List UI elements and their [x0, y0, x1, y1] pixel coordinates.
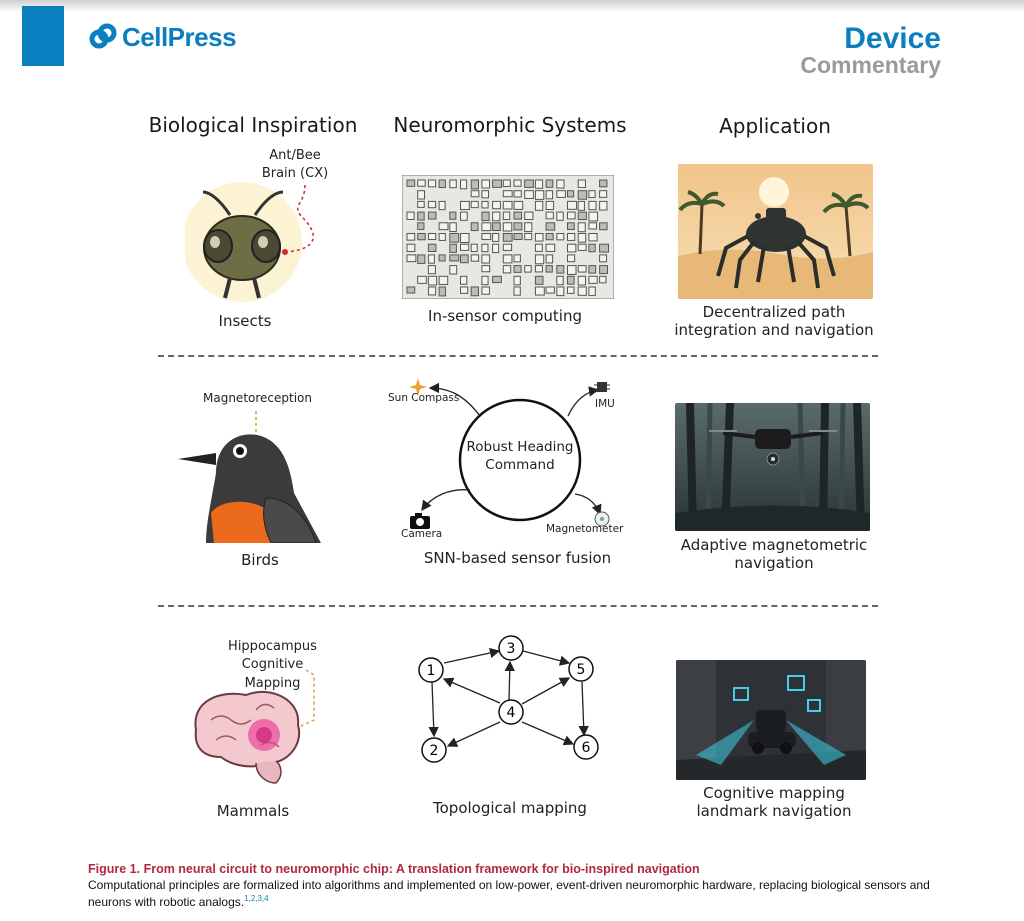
chip-cell — [514, 223, 522, 230]
chip-cell — [418, 234, 425, 240]
chip-cell — [503, 180, 510, 186]
chip-cell — [514, 266, 521, 273]
chip-cell — [589, 234, 597, 241]
chip-cell — [407, 255, 416, 262]
article-type: Commentary — [800, 52, 941, 78]
chip-cell — [535, 244, 542, 251]
chip-cell — [439, 276, 448, 284]
chip-cell — [535, 234, 543, 242]
chip-cell — [461, 201, 470, 209]
chip-cell — [471, 180, 478, 189]
chip-cell — [461, 212, 468, 220]
chip-cell — [428, 255, 434, 263]
chip-cell — [600, 255, 607, 262]
chip-cell — [503, 255, 512, 263]
chip-cell — [418, 255, 425, 264]
path-integration-label-line2: integration and navigation — [674, 321, 874, 339]
desert-robot-scene — [678, 164, 873, 299]
ant-brain-annotation-line1: Ant/Bee — [269, 148, 321, 163]
chip-cell — [568, 255, 575, 262]
chip-cell — [503, 212, 509, 219]
chip-cell — [493, 180, 502, 187]
chip-cell — [482, 255, 490, 263]
chip-cell — [578, 287, 586, 295]
chip-cell — [589, 191, 595, 198]
chip-cell — [503, 201, 512, 209]
figure-caption-text: Computational principles are formalized into algorithms and implemented on low-power, event-driven neuromorphic hardware, replacing biological sensors and neurons with robotic analogs. — [88, 878, 930, 909]
chip-cell — [546, 212, 553, 219]
heading-command-line1: Robust Heading — [466, 439, 574, 455]
chip-cell — [568, 244, 576, 252]
camera-icon — [410, 513, 430, 529]
chip-cell — [535, 180, 542, 188]
magnetometric-label-line2: navigation — [734, 554, 814, 572]
mammals-label: Mammals — [216, 802, 290, 820]
forest-drone-scene — [675, 403, 870, 531]
path-integration-label-line1: Decentralized path — [702, 303, 846, 321]
chip-cell — [546, 234, 553, 240]
cognitive-mapping-label-line2: landmark navigation — [696, 802, 852, 820]
chip-cell — [535, 287, 544, 295]
chip-cell — [578, 191, 586, 200]
chip-cell — [471, 201, 478, 207]
cellpress-logo[interactable] — [88, 20, 236, 54]
chip-cell — [568, 276, 575, 284]
chip-cell — [578, 180, 585, 187]
chip-cell — [578, 201, 584, 210]
brand-name: CellPress — [122, 21, 237, 52]
chip-cell — [461, 287, 468, 293]
graph-node-1 — [419, 658, 443, 682]
chip-cell — [503, 223, 511, 231]
chip-cell — [471, 191, 479, 197]
chip-cell — [482, 287, 490, 294]
graph-node-1-label: 1 — [426, 663, 436, 679]
chip-cell — [600, 191, 607, 198]
chip-cell — [589, 276, 597, 283]
chip-cell — [535, 255, 543, 264]
chip-cell — [568, 212, 576, 219]
graph-node-3 — [499, 636, 523, 660]
chip-cell — [439, 234, 445, 241]
chip-cell — [461, 244, 469, 250]
graph-node-2-label: 2 — [429, 743, 439, 759]
chip-cell — [471, 244, 477, 251]
chip-cell — [471, 287, 478, 296]
chip-cell — [428, 201, 435, 207]
chip-cell — [514, 255, 520, 262]
chip-cell — [568, 201, 577, 209]
chip-cell — [578, 234, 586, 243]
chip-cell — [450, 244, 457, 252]
in-sensor-computing-label: In-sensor computing — [428, 307, 582, 325]
top-fade — [0, 0, 1024, 12]
in-sensor-chip-illustration — [402, 175, 614, 299]
graph-node-6 — [574, 735, 598, 759]
chip-cell — [578, 223, 585, 232]
chip-cell — [600, 244, 609, 252]
chip-cell — [525, 266, 531, 273]
chip-cell — [514, 201, 523, 209]
chip-cell — [546, 223, 555, 230]
chip-cell — [471, 255, 478, 261]
chip-cell — [503, 234, 512, 242]
birds-label: Birds — [241, 551, 279, 569]
journal-color-bar — [22, 6, 64, 66]
chip-cell — [428, 212, 436, 219]
chip-cell — [407, 212, 414, 219]
chip-cell — [482, 180, 490, 188]
hippocampus-annotation-line1: Hippocampus — [228, 639, 317, 654]
ant-brain-annotation-line2: Brain (CX) — [261, 166, 329, 181]
chip-cell — [578, 212, 586, 219]
chip-cell — [514, 287, 520, 295]
chip-cell — [493, 223, 501, 231]
chip-cell — [407, 234, 415, 241]
chip-cell — [450, 223, 456, 232]
chip-cell — [525, 191, 534, 199]
chip-cell — [407, 180, 415, 186]
chip-cell — [525, 212, 533, 219]
chip-cell — [450, 266, 457, 274]
chip-cell — [461, 276, 467, 284]
hippocampus-annotation-line3: Mapping — [244, 676, 301, 691]
chip-cell — [589, 212, 598, 221]
brain-illustration — [186, 665, 321, 790]
chip-cell — [557, 180, 564, 188]
chip-cell — [568, 191, 574, 197]
chip-cell — [546, 191, 552, 199]
chip-cell — [557, 191, 566, 198]
chip-cell — [514, 276, 520, 285]
chip-cell — [418, 191, 425, 199]
chip-cell — [428, 180, 435, 187]
graph-node-6-label: 6 — [581, 740, 591, 756]
row-divider-2 — [158, 605, 878, 607]
chip-cell — [535, 276, 543, 284]
chip-cell — [450, 180, 456, 188]
topological-graph — [405, 630, 610, 772]
chip-cell — [482, 201, 488, 208]
chip-cell — [450, 234, 459, 243]
cognitive-mapping-robot-scene — [676, 660, 866, 780]
chip-cell — [428, 276, 436, 285]
row-divider-1 — [158, 355, 878, 357]
chip-cell — [482, 212, 489, 220]
chip-cell — [428, 266, 435, 274]
chip-cell — [493, 234, 499, 242]
chip-cell — [439, 255, 445, 261]
chip-cell — [514, 234, 522, 240]
chip-cell — [589, 266, 596, 273]
column-heading-neuromorphic: Neuromorphic Systems — [393, 113, 627, 137]
imu-label: IMU — [595, 398, 615, 410]
cognitive-mapping-label-line1: Cognitive mapping — [703, 784, 845, 802]
camera-label: Camera — [401, 528, 443, 540]
figure-caption-body — [88, 878, 968, 909]
hippocampus-annotation-line2: Cognitive — [241, 657, 304, 672]
chip-cell — [493, 201, 501, 208]
chip-cell — [418, 276, 427, 283]
chip-cell — [600, 201, 607, 210]
chip-cell — [514, 191, 521, 197]
graph-node-5 — [569, 657, 593, 681]
chip-cell — [493, 212, 500, 221]
chip-cell — [439, 287, 445, 296]
chip-cell — [428, 244, 435, 251]
chip-cell — [557, 266, 564, 274]
magnetoreception-annotation: Magnetoreception — [203, 391, 312, 405]
chip-cell — [589, 223, 597, 229]
chip-cell — [578, 266, 586, 272]
chip-cell — [482, 223, 491, 231]
chip-cell — [514, 180, 521, 186]
chip-cell — [535, 191, 543, 200]
chip-cell — [546, 201, 553, 209]
chip-cell — [557, 276, 563, 284]
insects-label: Insects — [218, 312, 272, 330]
chip-cell — [557, 234, 564, 240]
heading-command-line2: Command — [485, 457, 555, 473]
chip-cell — [493, 276, 502, 282]
chip-cell — [589, 287, 595, 296]
chip-cell — [461, 180, 467, 189]
chip-cell — [600, 223, 607, 230]
cellpress-logo-icon — [88, 22, 118, 52]
chip-cell — [418, 180, 426, 186]
graph-node-4-label: 4 — [506, 705, 516, 721]
chip-cell — [546, 180, 553, 187]
chip-cell — [428, 234, 435, 240]
chip-cell — [482, 266, 490, 272]
chip-cell — [589, 201, 596, 209]
chip-cell — [482, 191, 489, 198]
chip-cell — [568, 234, 575, 241]
journal-name: Device — [844, 22, 941, 55]
chip-cell — [482, 244, 488, 251]
reference-links[interactable]: 1,2,3,4 — [244, 894, 269, 903]
chip-cell — [525, 234, 532, 240]
insect-illustration — [185, 180, 335, 310]
magnetometric-label-line1: Adaptive magnetometric — [680, 536, 868, 554]
sun-compass-label: Sun Compass — [388, 392, 460, 404]
chip-cell — [450, 255, 459, 261]
chip-cell — [482, 276, 488, 284]
chip-cell — [450, 212, 456, 219]
chip-cell — [525, 223, 532, 232]
topological-mapping-label: Topological mapping — [433, 799, 587, 817]
chip-cell — [568, 223, 575, 230]
graph-node-3-label: 3 — [506, 641, 516, 657]
chip-cell — [503, 191, 512, 197]
chip-cell — [546, 244, 555, 251]
chip-cell — [418, 201, 424, 207]
chip-cell — [568, 266, 577, 275]
graph-node-2 — [422, 738, 446, 762]
chip-cell — [546, 266, 552, 272]
chip-cell — [418, 212, 424, 220]
chip-cell — [493, 244, 499, 252]
chip-cell — [418, 223, 424, 230]
chip-cell — [407, 244, 415, 251]
chip-cell — [503, 244, 511, 250]
chip-cell — [546, 255, 553, 263]
chip-cell — [578, 244, 586, 250]
chip-cell — [557, 287, 564, 296]
chip-cell — [525, 180, 534, 187]
chip-cell — [461, 234, 470, 243]
chip-cell — [546, 287, 554, 293]
graph-node-4 — [499, 700, 523, 724]
chip-cell — [557, 212, 563, 220]
sensor-fusion-label: SNN-based sensor fusion — [423, 549, 612, 567]
chip-cell — [461, 255, 469, 263]
chip-cell — [439, 223, 448, 230]
chip-cell — [514, 212, 522, 219]
bird-illustration — [176, 403, 321, 543]
chip-cell — [600, 276, 606, 283]
chip-cell — [600, 180, 607, 187]
chip-cell — [407, 287, 415, 293]
column-heading-biological: Biological Inspiration — [148, 113, 358, 137]
chip-cell — [439, 201, 445, 209]
figure-caption-title: Figure 1. From neural circuit to neuromorphic chip: A translation framework for bio-inspired navigation — [88, 862, 700, 876]
chip-cell — [439, 180, 445, 187]
chip-cell — [503, 266, 510, 273]
graph-node-5-label: 5 — [576, 662, 586, 678]
chip-cell — [482, 234, 491, 240]
magnetometer-label: Magnetometer — [546, 523, 624, 535]
column-heading-application: Application — [719, 114, 831, 138]
chip-cell — [600, 266, 608, 274]
chip-cell — [589, 244, 595, 252]
chip-cell — [535, 266, 542, 272]
chip-cell — [578, 276, 585, 285]
chip-cell — [428, 287, 435, 295]
chip-cell — [471, 223, 478, 231]
chip-cell — [568, 287, 574, 293]
chip-cell — [535, 201, 542, 210]
